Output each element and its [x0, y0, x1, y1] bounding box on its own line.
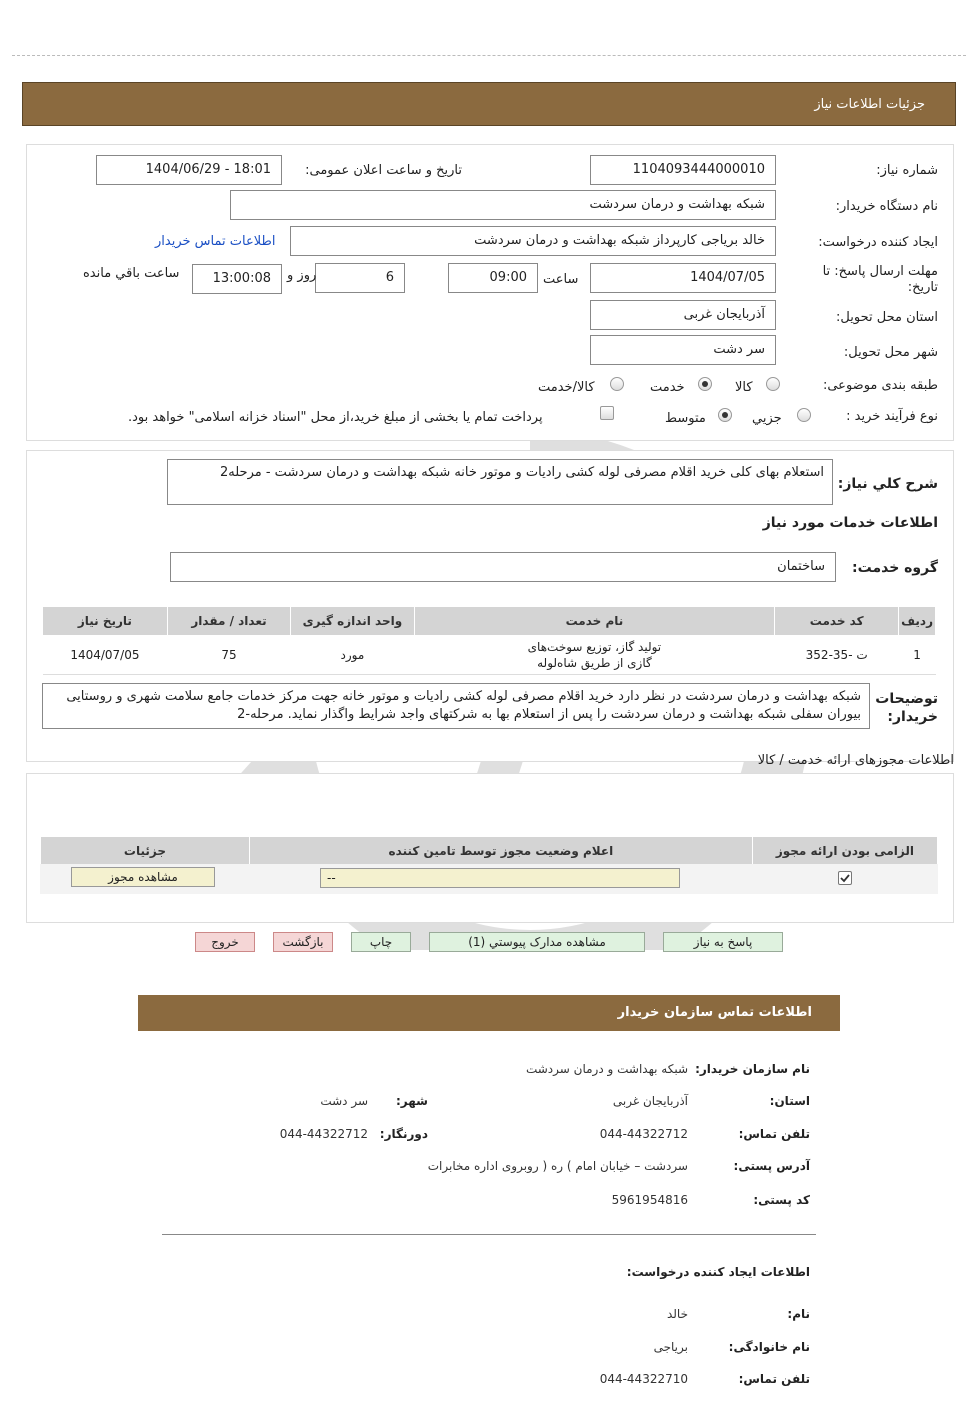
top-divider	[12, 55, 966, 56]
buyer-org-label: نام دستگاه خریدار:	[835, 199, 938, 214]
permit-status-field: --	[320, 868, 680, 888]
col-unit: واحد اندازه گیری	[291, 607, 414, 636]
buyer-org-field: شبکه بهداشت و درمان سردشت	[230, 190, 776, 220]
print-button[interactable]: چاپ	[351, 932, 411, 952]
contact-org: شبکه بهداشت و درمان سردشت	[525, 1062, 688, 1076]
province-label: استان محل تحویل:	[836, 310, 938, 325]
announce-label: تاریخ و ساعت اعلان عمومی:	[305, 163, 462, 178]
col-need-date: تاریخ نیاز	[43, 607, 168, 636]
contact-header	[138, 995, 840, 1031]
process-partial-label: جزيي	[752, 411, 782, 426]
category-both-label: کالا/خدمت	[538, 380, 595, 395]
creator-label: ایجاد کننده درخواست:	[818, 235, 938, 250]
contact-city-label: شهر:	[396, 1094, 428, 1108]
col-row: ردیف	[899, 607, 936, 636]
permits-table-header	[41, 837, 938, 866]
service-group-label: گروه خدمت:	[852, 560, 938, 576]
province-field: آذربایجان غربی	[590, 300, 776, 330]
process-label: نوع فرآیند خرید :	[846, 409, 938, 424]
creator-field: خالد برياجی کارپرداز شبکه بهداشت و درمان سردشت	[290, 226, 776, 256]
payment-note: پرداخت تمام یا بخشی از مبلغ خرید،از محل "اسناد خزانه اسلامی" خواهد بود.	[128, 410, 543, 425]
contact-title: اطلاعات تماس سازمان خریدار	[617, 1005, 812, 1020]
days-label: روز و	[287, 268, 317, 283]
creator-phone-label: تلفن تماس:	[738, 1372, 810, 1386]
buyer-notes-field: شبکه بهداشت و درمان سردشت در نظر دارد خرید اقلام مصرفی لوله کشی رادیات و موتور خانه جهت مرکز خدمات جامع سلامت شهری و روستایی بیوران سفلی شبکه بهداشت و درمان سردشت را پس از استعلام بها به شرکتهای واجد شرایط واگذار نماید. مرحله-2	[42, 683, 870, 729]
reply-button[interactable]: پاسخ به نیاز	[663, 932, 783, 952]
description-label: شرح کلي نياز:	[837, 476, 938, 492]
contact-province: آذربایجان غربی	[612, 1094, 688, 1108]
creator-family-label: نام خانوادگی:	[728, 1340, 810, 1354]
contact-fax-label: دورنگار:	[379, 1127, 428, 1141]
contact-divider	[162, 1234, 816, 1235]
deadline-label: مهلت ارسال پاسخ: تا تاریخ:	[822, 264, 938, 295]
contact-org-label: نام سازمان خریدار:	[695, 1062, 810, 1076]
service-group-field: ساختمان	[170, 552, 836, 582]
contact-postal-label: کد پستی:	[753, 1193, 810, 1207]
col-service-code: کد خدمت	[775, 607, 899, 636]
view-permit-button[interactable]: مشاهده مجوز	[71, 867, 215, 887]
services-table-header	[43, 607, 936, 636]
page-header	[22, 82, 956, 126]
cell-need-date: 1404/07/05	[43, 636, 168, 675]
category-goods-label: کالا	[735, 380, 753, 395]
services-table	[42, 606, 936, 675]
back-button[interactable]: بازگشت	[273, 932, 333, 952]
days-field: 6	[315, 263, 405, 293]
time-label: ساعت	[543, 272, 579, 287]
creator-phone: 044-44322710	[599, 1372, 688, 1386]
contact-fax: 044-44322712	[279, 1127, 368, 1141]
remaining-label: ساعت باقي مانده	[83, 266, 180, 281]
city-label: شهر محل تحویل:	[843, 345, 938, 360]
checkmark-icon	[839, 872, 851, 884]
description-field: استعلام بهای کلی خرید اقلام مصرفی لوله کشی رادیات و موتور خانه شبکه بهداشت و درمان سردشت - مرحله2	[167, 459, 833, 505]
creator-info-title: اطلاعات ایجاد کننده درخواست:	[626, 1265, 810, 1279]
buyer-notes-label: توضیحات خریدار:	[875, 691, 938, 725]
col-quantity: تعداد / مقدار	[167, 607, 290, 636]
cell-service-name: تولید گاز، توزیع سوخت‌های گازی از طریق شاه‌لوله	[414, 636, 775, 675]
cell-service-code: ت -35-352	[775, 636, 899, 675]
services-title: اطلاعات خدمات مورد نیاز	[762, 515, 938, 531]
creator-name: خالد	[666, 1307, 688, 1321]
creator-family: برياجی	[653, 1340, 688, 1354]
col-service-name: نام خدمت	[414, 607, 775, 636]
need-number-field: 1104093444000010	[590, 155, 776, 185]
page-title: جزئیات اطلاعات نیاز	[814, 97, 925, 112]
category-both-radio[interactable]	[610, 377, 624, 391]
cell-unit: مورد	[291, 636, 414, 675]
contact-province-label: استان:	[769, 1094, 810, 1108]
city-field: سر دشت	[590, 335, 776, 365]
category-goods-radio[interactable]	[766, 377, 780, 391]
col-permit-details: جزئیات	[41, 837, 250, 866]
category-service-radio[interactable]	[698, 377, 712, 391]
table-row	[43, 636, 936, 675]
process-medium-label: متوسط	[665, 411, 706, 426]
col-permit-required: الزامی بودن ارائه مجوز	[752, 837, 937, 866]
contact-city: سر دشت	[320, 1094, 368, 1108]
cell-quantity: 75	[167, 636, 290, 675]
contact-phone-label: تلفن تماس:	[738, 1127, 810, 1141]
deadline-date-field: 1404/07/05	[590, 263, 776, 293]
col-permit-status: اعلام وضعیت مجوز توسط تامین کننده	[249, 837, 752, 866]
permit-required-checkbox	[838, 871, 852, 885]
announce-field: 1404/06/29 - 18:01	[96, 155, 282, 185]
view-attachments-button[interactable]: مشاهده مدارک پیوستي (1)	[429, 932, 645, 952]
permits-table	[40, 836, 938, 866]
category-label: طبقه بندی موضوعی:	[822, 378, 938, 393]
contact-phone: 044-44322712	[599, 1127, 688, 1141]
cell-row: 1	[899, 636, 936, 675]
process-medium-radio[interactable]	[718, 408, 732, 422]
exit-button[interactable]: خروج	[195, 932, 255, 952]
category-service-label: خدمت	[650, 380, 685, 395]
need-number-label: شماره نیاز:	[876, 163, 938, 178]
treasury-payment-checkbox[interactable]	[600, 406, 614, 420]
permits-title: اطلاعات مجوزهای ارائه خدمت / کالا	[757, 753, 954, 768]
contact-address-label: آدرس پستی:	[733, 1159, 810, 1173]
contact-address: سردشت – خیابان امام ) ره ( روبروی اداره مخابرات	[427, 1159, 688, 1173]
remaining-field: 13:00:08	[192, 264, 282, 294]
process-partial-radio[interactable]	[797, 408, 811, 422]
creator-name-label: نام:	[787, 1307, 810, 1321]
buyer-contact-link[interactable]: اطلاعات تماس خریدار	[155, 234, 276, 249]
deadline-time-field: 09:00	[448, 263, 538, 293]
contact-postal: 5961954816	[611, 1193, 688, 1207]
